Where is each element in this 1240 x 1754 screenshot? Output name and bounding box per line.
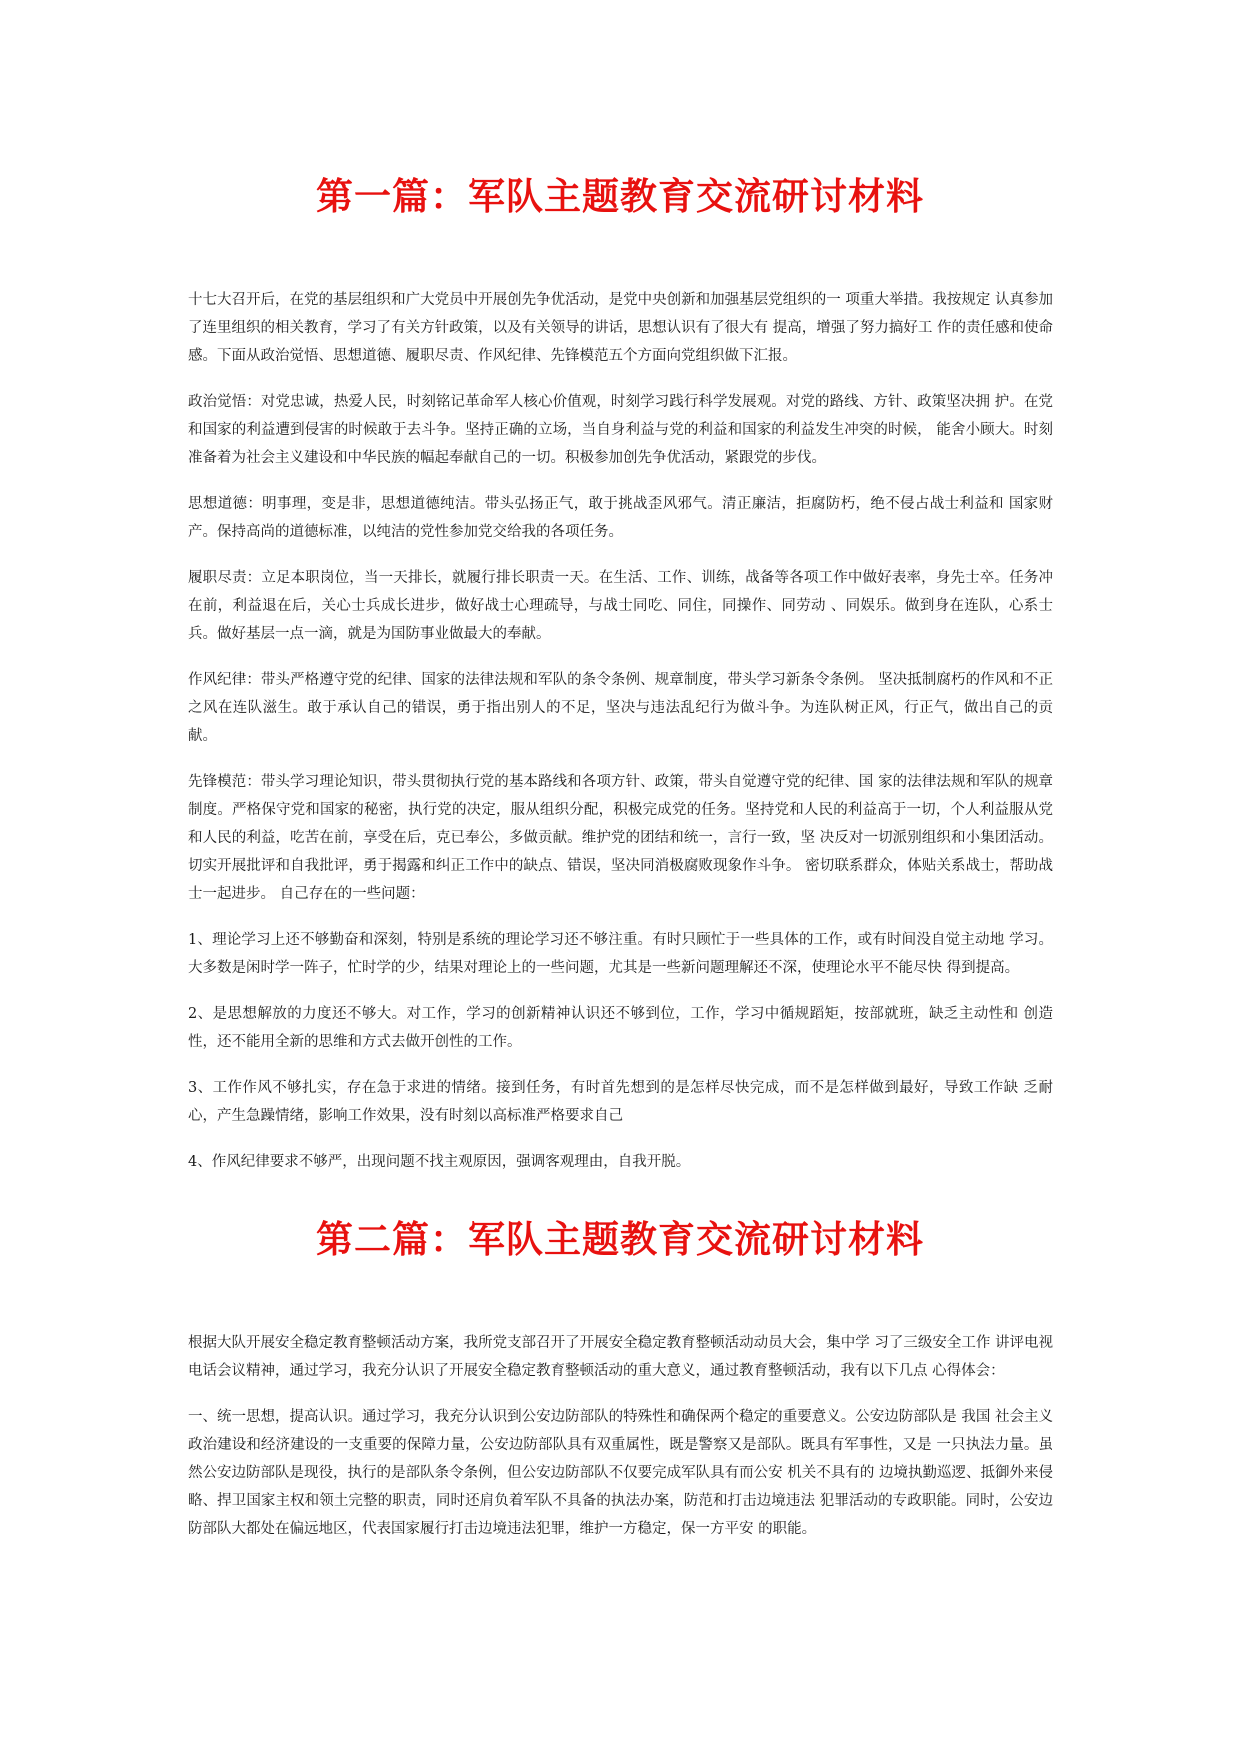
paragraph: 2、是思想解放的力度还不够大。对工作，学习的创新精神认识还不够到位，工作，学习中循规蹈矩，按部就班，缺乏主动性和 创造性，还不能用全新的思维和方式去做开创性的工作。 <box>188 1006 1053 1050</box>
section-title: 第一篇：军队主题教育交流研讨材料 <box>316 175 924 218</box>
paragraph: 3、工作作风不够扎实，存在急于求进的情绪。接到任务，有时首先想到的是怎样尽快完成，而不是怎样做到最好，导致工作缺 乏耐心，产生急躁情绪，影响工作效果，没有时刻以高标准严格要求自己 <box>188 1080 1053 1124</box>
paragraph: 政治觉悟：对党忠诚，热爱人民，时刻铭记革命军人核心价值观，时刻学习践行科学发展观。对党的路线、方针、政策坚决拥 护。在党和国家的利益遭到侵害的时候敢于去斗争。坚持正确的立场，当自身利益与党的利益和国家的利益发生冲突的时候， 能舍小顾大。时刻准备着为社会主义建设和中华民族的幅起奉献自己的一切。积极参加创先争优活动，紧跟党的步伐。 <box>188 394 1053 466</box>
section-body <box>188 286 1053 1194</box>
paragraph: 十七大召开后，在党的基层组织和广大党员中开展创先争优活动，是党中央创新和加强基层党组织的一 项重大举措。我按规定 认真参加了连里组织的相关教育，学习了有关方针政策，以及有关领导的讲话，思想认识有了很大有 提高，增强了努力搞好工 作的责任感和使命感。下面从政治觉悟、思想道德、履职尽责、作风纪律、先锋模范五个方面向党组织做下汇报。 <box>188 292 1053 364</box>
paragraph: 思想道德：明事理，变是非，思想道德纯洁。带头弘扬正气，敢于挑战歪风邪气。清正廉洁，拒腐防朽，绝不侵占战士利益和 国家财产。保持高尚的道德标准，以纯洁的党性参加党交给我的各项任务。 <box>188 496 1053 540</box>
paragraph: 4、作风纪律要求不够严，出现问题不找主观原因，强调客观理由，自我开脱。 <box>188 1154 691 1170</box>
paragraph: 履职尽责：立足本职岗位，当一天排长，就履行排长职责一天。在生活、工作、训练，战备等各项工作中做好表率，身先士卒。任务冲在前，利益退在后，关心士兵成长进步，做好战士心理疏导，与战士同吃、同住，同操作、同劳动 、同娱乐。做到身在连队，心系士兵。做好基层一点一滴，就是为国防事业做最大的奉献。 <box>188 570 1053 642</box>
paragraph: 1、理论学习上还不够勤奋和深刻，特别是系统的理论学习还不够注重。有时只顾忙于一些具体的工作，或有时间没自觉主动地 学习。大多数是闲时学一阵子，忙时学的少，结果对理论上的一些问题，尤其是一些新问题理解还不深，使理论水平不能尽快 得到提高。 <box>188 932 1053 976</box>
section-title: 第二篇：军队主题教育交流研讨材料 <box>316 1218 924 1261</box>
paragraph: 一、统一思想，提高认识。通过学习，我充分认识到公安边防部队的特殊性和确保两个稳定的重要意义。公安边防部队是 我国 社会主义政治建设和经济建设的一支重要的保障力量，公安边防部队具有双重属性，既是警察又是部队。既具有军事性，又是 一只执法力量。虽然公安边防部队是现役，执行的是部队条令条例，但公安边防部队不仅要完成军队具有而公安 机关不具有的 边境执勤巡逻、抵御外来侵略、捍卫国家主权和领土完整的职责，同时还肩负着军队不具备的执法办案，防范和打击边境违法 犯罪活动的专政职能。同时，公安边防部队大都处在偏远地区，代表国家履行打击边境违法犯罪，维护一方稳定，保一方平安 的职能。 <box>188 1409 1053 1537</box>
section-body <box>188 1329 1053 1561</box>
paragraph: 根据大队开展安全稳定教育整顿活动方案，我所党支部召开了开展安全稳定教育整顿活动动员大会，集中学 习了三级安全工作 讲评电视电话会议精神，通过学习，我充分认识了开展安全稳定教育整顿活动的重大意义，通过教育整顿活动，我有以下几点 心得体会： <box>188 1335 1053 1379</box>
paragraph: 先锋模范：带头学习理论知识，带头贯彻执行党的基本路线和各项方针、政策，带头自觉遵守党的纪律、国 家的法律法规和军队的规章制度。严格保守党和国家的秘密，执行党的决定，服从组织分配，积极完成党的任务。坚持党和人民的利益高于一切，个人利益服从党和人民的利益，吃苦在前，享受在后，克已奉公，多做贡献。维护党的团结和统一，言行一致，坚 决反对一切派别组织和小集团活动。切实开展批评和自我批评，勇于揭露和纠正工作中的缺点、错误，坚决同消极腐败现象作斗争。 密切联系群众，体贴关系战士，帮助战士一起进步。 自己存在的一些问题： <box>188 774 1053 902</box>
paragraph: 作风纪律：带头严格遵守党的纪律、国家的法律法规和军队的条令条例、规章制度，带头学习新条令条例。 坚决抵制腐朽的作风和不正之风在连队滋生。敢于承认自己的错误，勇于指出别人的不足，坚决与违法乱纪行为做斗争。为连队树正风，行正气，做出自己的贡献。 <box>188 672 1053 744</box>
